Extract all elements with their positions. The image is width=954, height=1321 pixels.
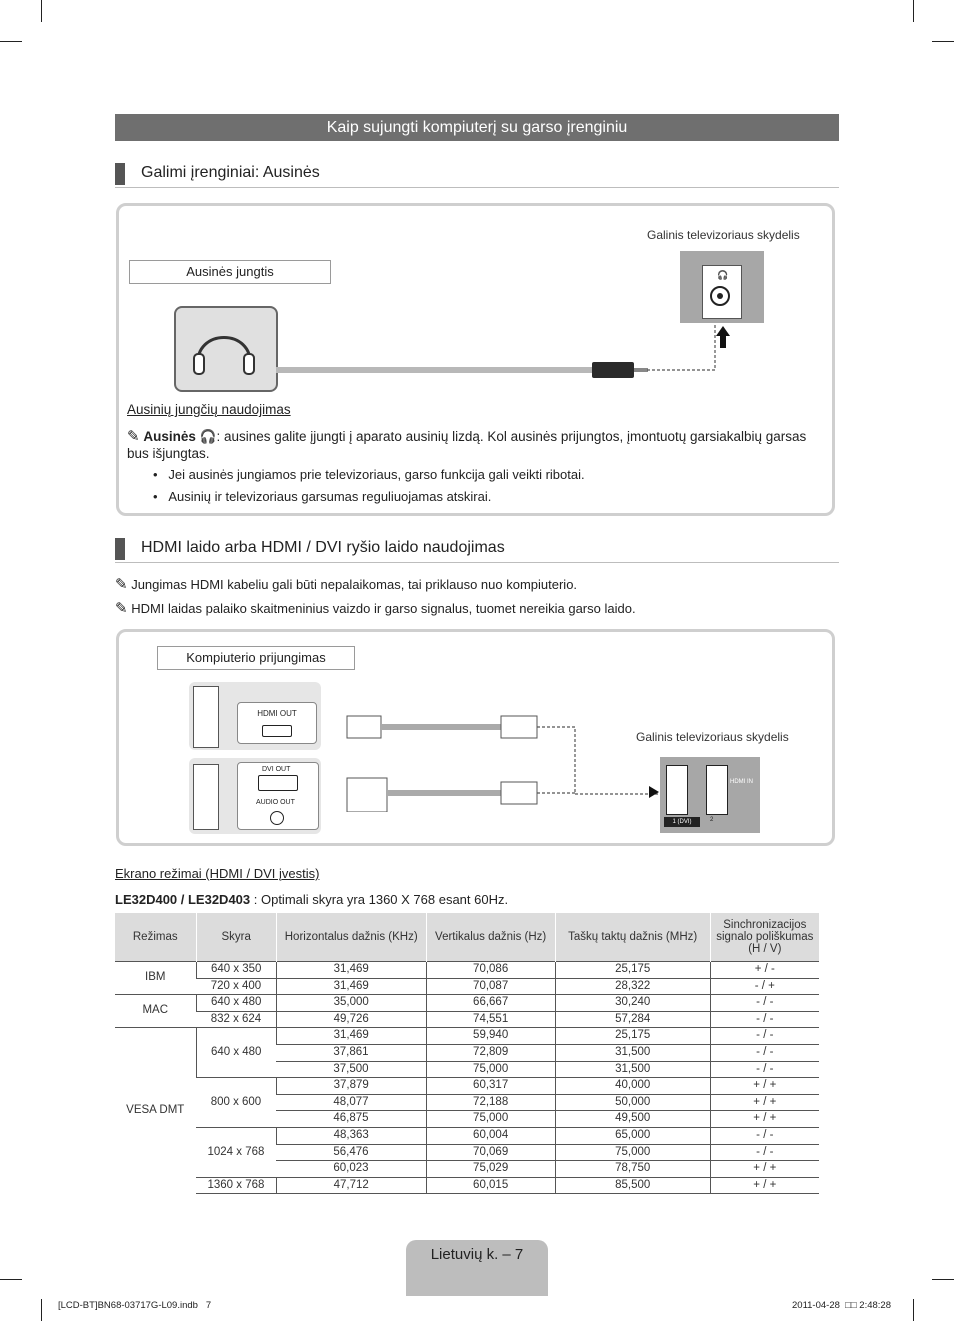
section-heading-text: Galimi įrenginiai: Ausinės [141, 164, 320, 181]
value-cell: 31,500 [555, 1044, 710, 1061]
dvi-audio-ports [237, 762, 319, 830]
value-cell: 25,175 [555, 1028, 710, 1045]
value-cell: 48,077 [276, 1094, 426, 1111]
value-cell: 72,809 [426, 1044, 555, 1061]
value-cell: 65,000 [555, 1127, 710, 1144]
hdmi-in-port-2 [706, 765, 728, 815]
value-cell: 78,750 [555, 1161, 710, 1178]
value-cell: 59,940 [426, 1028, 555, 1045]
column-header: Skyra [196, 913, 276, 962]
audio-out-label: AUDIO OUT [256, 799, 295, 806]
table-row [115, 1028, 819, 1045]
resolution-cell: 640 x 480 [196, 995, 276, 1012]
headphone-inline-icon: 🎧 [199, 429, 217, 444]
resolution-cell: 720 x 400 [196, 978, 276, 995]
crop-mark [41, 0, 42, 22]
crop-mark [913, 1299, 914, 1321]
table-header-row [115, 913, 819, 962]
value-cell: 31,500 [555, 1061, 710, 1078]
value-cell: 35,000 [276, 995, 426, 1012]
value-cell: 75,029 [426, 1161, 555, 1178]
hdmi-in-label: HDMI IN [730, 779, 753, 785]
hdmi-out-port [237, 702, 317, 744]
mode-cell: MAC [115, 995, 196, 1028]
value-cell: 72,188 [426, 1094, 555, 1111]
headphone-note [127, 428, 827, 462]
value-cell: 60,004 [426, 1127, 555, 1144]
file-name: [LCD-BT]BN68-03717G-L09.indb 7 [58, 1300, 212, 1311]
resolution-cell: 640 x 480 [196, 1028, 276, 1078]
value-cell: 46,875 [276, 1111, 426, 1128]
headphones-panel [116, 203, 835, 516]
table-row [115, 962, 819, 979]
pencil-note-icon: ✎ [127, 428, 140, 445]
pencil-note-icon: ✎ [115, 600, 128, 617]
section-heading-text: HDMI laido arba HDMI / DVI ryšio laido naudojimas [141, 539, 505, 556]
resolution-cell: 640 x 350 [196, 962, 276, 979]
value-cell: 74,551 [426, 1011, 555, 1028]
value-cell: - / + [710, 978, 819, 995]
value-cell: 60,317 [426, 1078, 555, 1095]
crop-mark [932, 41, 954, 42]
connection-label: Kompiuterio prijungimas [157, 646, 355, 670]
value-cell: 85,500 [555, 1177, 710, 1194]
hdmi-in-port-1 [666, 765, 688, 815]
value-cell: 25,175 [555, 962, 710, 979]
jack-socket-icon [710, 286, 730, 306]
jack-plug-icon [592, 362, 634, 378]
computer-dvi [189, 758, 321, 834]
column-header: Sinchronizacijos signalo poliškumas (H / V) [710, 913, 819, 962]
computer-connection-panel [116, 629, 835, 846]
page-title: Kaip sujungti kompiuterį su garso įrenginiu [115, 114, 839, 141]
value-cell: + / + [710, 1177, 819, 1194]
value-cell: + / + [710, 1161, 819, 1178]
tv-panel-label: Galinis televizoriaus skydelis [647, 228, 800, 242]
table-row [115, 995, 819, 1012]
value-cell: 28,322 [555, 978, 710, 995]
column-header: Taškų taktų dažnis (MHz) [555, 913, 710, 962]
connection-path [647, 318, 727, 378]
value-cell: - / - [710, 1061, 819, 1078]
value-cell: 48,363 [276, 1127, 426, 1144]
tv-panel-label: Galinis televizoriaus skydelis [636, 730, 789, 744]
note-text: : ausines galite įjungti į aparato ausinių lizdą. Kol ausinės prijungtos, įmontuotų garsiakalbių garsas bus išjungtas. [127, 429, 807, 461]
value-cell: 37,861 [276, 1044, 426, 1061]
value-cell: 75,000 [426, 1061, 555, 1078]
value-cell: 57,284 [555, 1011, 710, 1028]
value-cell: 75,000 [426, 1111, 555, 1128]
value-cell: - / - [710, 1127, 819, 1144]
print-timestamp: 2011-04-28 □□ 2:48:28 [792, 1300, 891, 1311]
headphones-icon [174, 306, 278, 392]
pc-tower-icon [193, 686, 219, 748]
value-cell: 60,023 [276, 1161, 426, 1178]
crop-mark [41, 1299, 42, 1321]
value-cell: - / - [710, 995, 819, 1012]
value-cell: 60,015 [426, 1177, 555, 1194]
value-cell: 70,069 [426, 1144, 555, 1161]
crop-mark [913, 0, 914, 22]
value-cell: + / + [710, 1094, 819, 1111]
tv-rear-panel [680, 251, 764, 323]
table-row [115, 1177, 819, 1194]
headphone-jack-port [702, 265, 742, 319]
column-header: Režimas [115, 913, 196, 962]
usage-title: Ausinių jungčių naudojimas [127, 402, 291, 417]
port-2-label: 2 [710, 817, 714, 823]
resolution-cell: 1024 x 768 [196, 1127, 276, 1177]
value-cell: 47,712 [276, 1177, 426, 1194]
connector-label: Ausinės jungtis [129, 260, 331, 284]
resolution-cell: 832 x 624 [196, 1011, 276, 1028]
computer-hdmi [189, 682, 321, 750]
value-cell: 37,500 [276, 1061, 426, 1078]
value-cell: 31,469 [276, 962, 426, 979]
hdmi-socket-icon [262, 725, 292, 737]
pc-tower-icon [193, 764, 219, 830]
jack-tip [634, 368, 648, 372]
section-heading-headphones [115, 163, 839, 188]
value-cell: - / - [710, 1028, 819, 1045]
table-row [115, 978, 819, 995]
bullet-item: • Jei ausinės jungiamos prie televizoriaus, garso funkcija gali veikti ribotai. [153, 467, 585, 482]
arrow-up-stem [720, 335, 726, 348]
hdmi-note: ✎ HDMI laidas palaiko skaitmeninius vaizdo ir garso signalus, tuomet nereikia garso laido. [115, 600, 636, 617]
value-cell: + / - [710, 962, 819, 979]
column-header: Vertikalus dažnis (Hz) [426, 913, 555, 962]
tv-hdmi-panel [660, 757, 760, 833]
table-row [115, 1078, 819, 1095]
value-cell: + / + [710, 1111, 819, 1128]
heading-marker [115, 538, 125, 560]
page-number-tab [406, 1240, 548, 1296]
arrow-right-icon [649, 786, 659, 798]
value-cell: 31,469 [276, 978, 426, 995]
note-bold: Ausinės [143, 429, 196, 444]
value-cell: - / - [710, 1044, 819, 1061]
crop-mark [932, 1279, 954, 1280]
value-cell: - / - [710, 1144, 819, 1161]
hdmi-cables [319, 702, 679, 812]
value-cell: 30,240 [555, 995, 710, 1012]
modes-title: Ekrano režimai (HDMI / DVI įvestis) [115, 866, 320, 881]
value-cell: 31,469 [276, 1028, 426, 1045]
value-cell: 70,087 [426, 978, 555, 995]
crop-mark [0, 1279, 22, 1280]
value-cell: 49,500 [555, 1111, 710, 1128]
mode-cell: VESA DMT [115, 1028, 196, 1194]
port-1-label: 1 (DVI) [664, 817, 700, 827]
hdmi-out-label: HDMI OUT [257, 709, 297, 718]
dvi-socket-icon [258, 775, 298, 791]
pencil-note-icon: ✎ [115, 576, 128, 593]
resolution-cell: 800 x 600 [196, 1078, 276, 1128]
crop-mark [0, 41, 22, 42]
value-cell: 56,476 [276, 1144, 426, 1161]
value-cell: 50,000 [555, 1094, 710, 1111]
display-modes-table [115, 913, 819, 1194]
bullet-item: • Ausinių ir televizoriaus garsumas reguliuojamas atskirai. [153, 489, 492, 504]
value-cell: 66,667 [426, 995, 555, 1012]
page-number: Lietuvių k. – 7 [430, 1246, 524, 1263]
headphone-symbol-icon: 🎧 [717, 270, 729, 280]
table-row [115, 1011, 819, 1028]
dvi-out-label: DVI OUT [262, 766, 291, 773]
heading-marker [115, 163, 125, 185]
value-cell: 37,879 [276, 1078, 426, 1095]
value-cell: 70,086 [426, 962, 555, 979]
value-cell: + / + [710, 1078, 819, 1095]
value-cell: 75,000 [555, 1144, 710, 1161]
value-cell: 40,000 [555, 1078, 710, 1095]
hdmi-note: ✎ Jungimas HDMI kabeliu gali būti nepalaikomas, tai priklauso nuo kompiuterio. [115, 576, 578, 593]
optimal-resolution: LE32D400 / LE32D403 : Optimali skyra yra 1360 X 768 esant 60Hz. [115, 892, 509, 907]
column-header: Horizontalus dažnis (KHz) [276, 913, 426, 962]
audio-socket-icon [270, 811, 284, 825]
value-cell: 49,726 [276, 1011, 426, 1028]
value-cell: - / - [710, 1011, 819, 1028]
resolution-cell: 1360 x 768 [196, 1177, 276, 1194]
mode-cell: IBM [115, 962, 196, 995]
headphone-cable [276, 367, 594, 373]
section-heading-hdmi [115, 538, 839, 563]
table-row [115, 1127, 819, 1144]
